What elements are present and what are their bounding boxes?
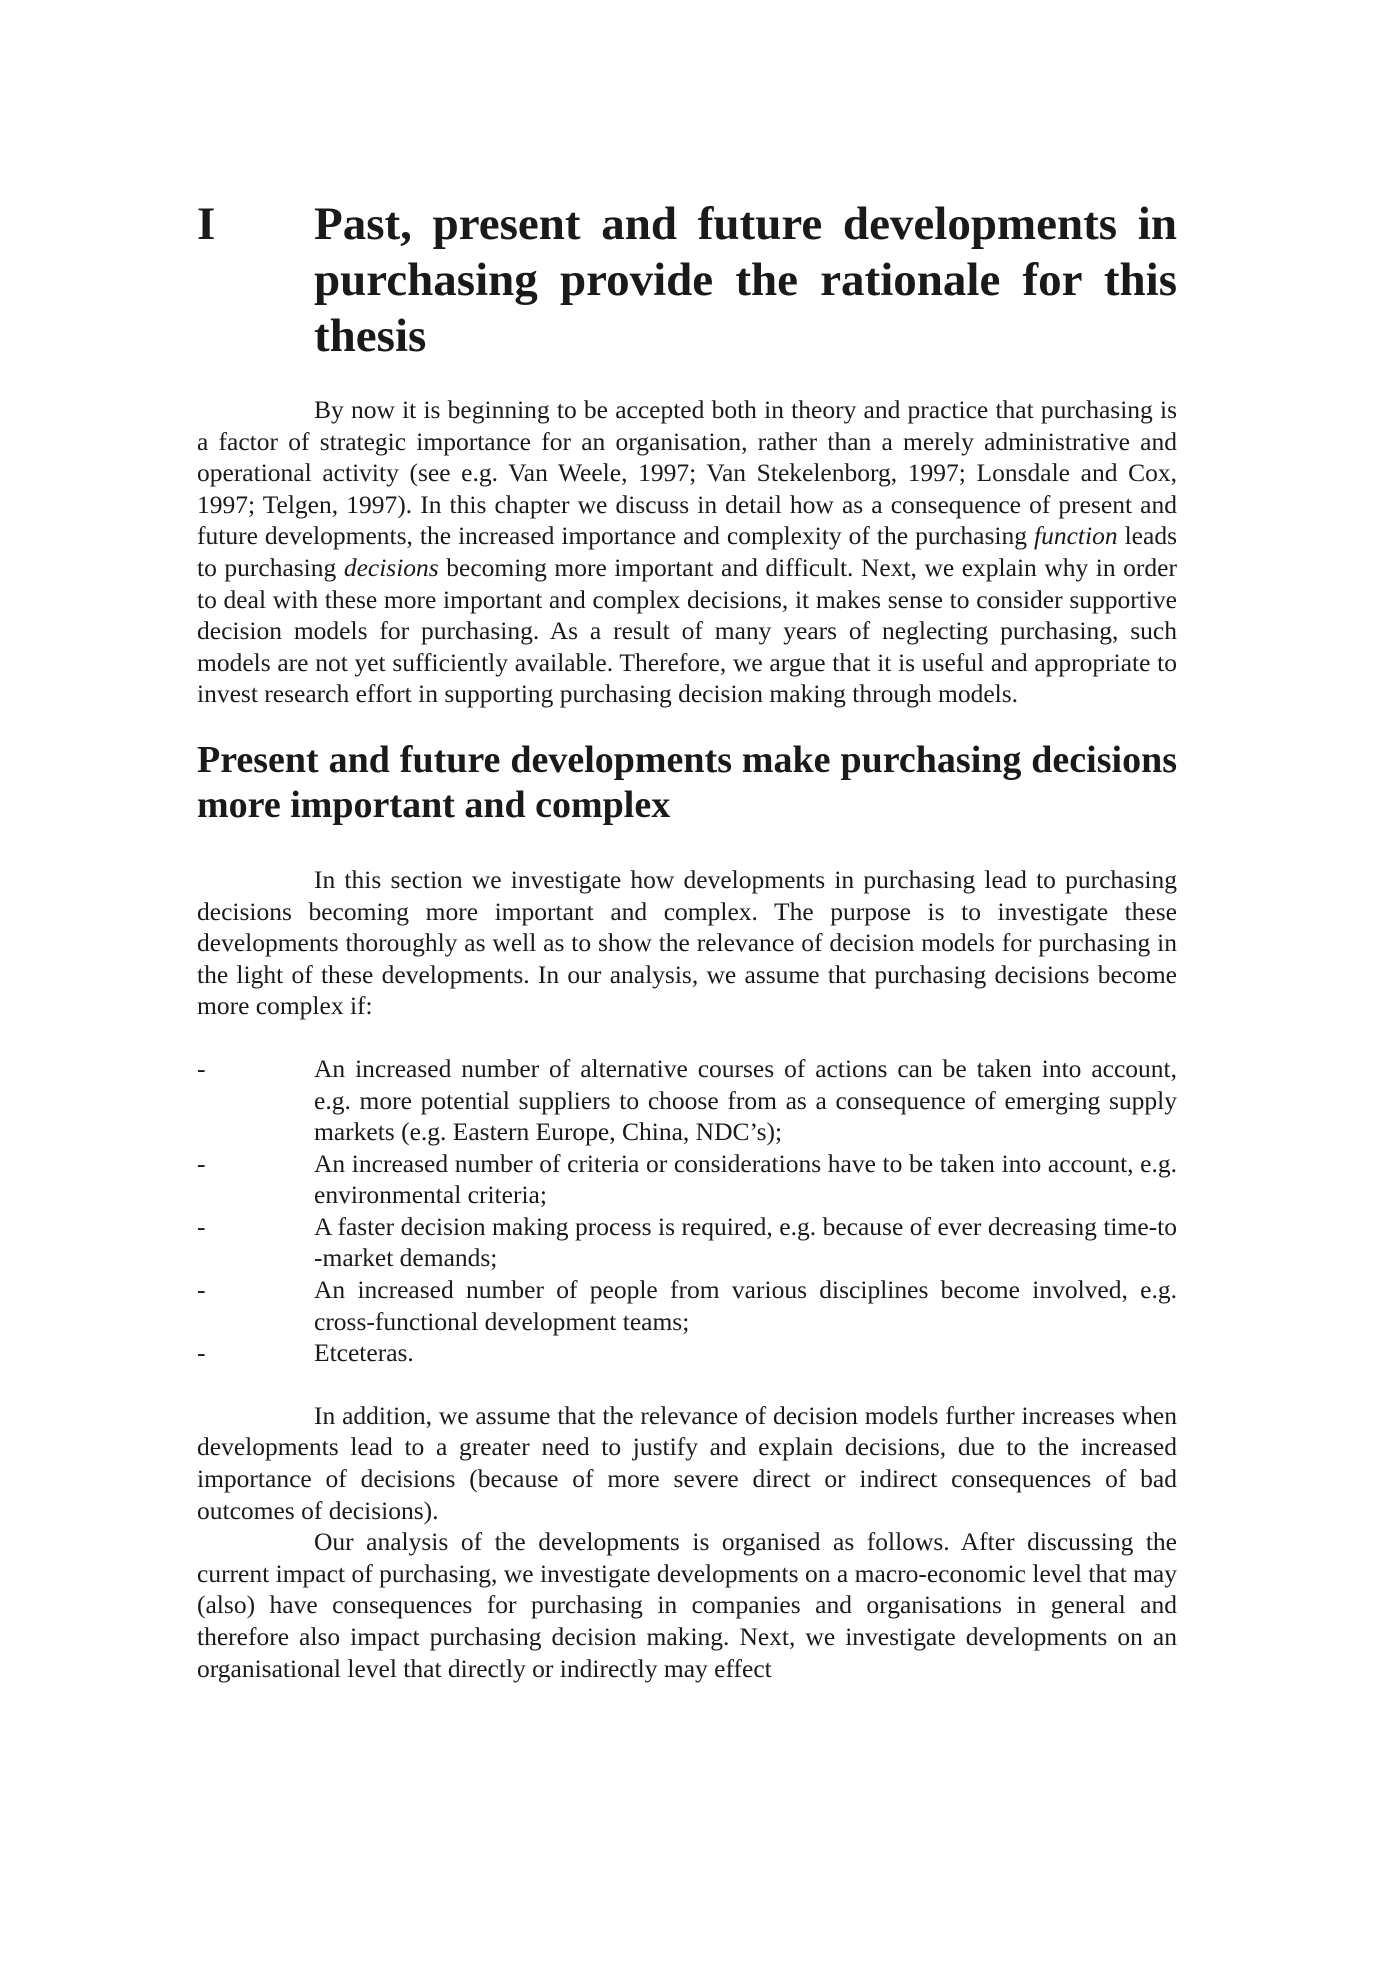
chapter-number: I: [197, 198, 216, 250]
intro-text-2: leads to purchasing: [197, 521, 1177, 582]
intro-text-1: By now it is beginning to be accepted both in theory and practice that purchasing is a factor of strategic importance for an organisation, rather than a merely administrative and operational activity (see e.g. Van Weele, 1997; Van Stekelenborg, 1997; Lonsdale and Cox, 1997; Telgen, 1997). In this chapter we discuss in detail how as a consequence of present and future developments, the increased importance and complexity of the purchasing: [197, 395, 1177, 551]
section-paragraph-3: Our analysis of the developments is organised as follows. After discussing the current impact of purchasing, we investigate developments on a macro-economic level that may (also) have consequences for purchasing in companies and organisations in general and therefore also impact purchasing decision making. Next, we investigate developments on an organisational level that directly or indirectly may effect: [197, 1527, 1177, 1683]
document-page: [197, 196, 1177, 1684]
section-paragraph-1: In this section we investigate how developments in purchasing lead to purchasing decisions becoming more important and complex. The purpose is to investigate these developments thoroughly as well as to show the relevance of decision models for purchasing in the light of these developments. In our analysis, we assume that purchasing decisions become more complex if:: [197, 864, 1177, 1021]
intro-emphasis-function: function: [1034, 521, 1118, 551]
list-item-text: An increased number of criteria or considerations have to be taken into account, e.g. environmental criteria;: [314, 1148, 1177, 1210]
bullet-dash: -: [197, 1275, 206, 1305]
chapter-heading: [197, 196, 1177, 364]
list-item: [197, 1337, 1177, 1369]
bullet-dash: -: [197, 1053, 206, 1083]
list-item: [197, 1274, 1177, 1337]
intro-emphasis-decisions: decisions: [343, 552, 439, 582]
intro-paragraph: [197, 394, 1177, 710]
bullet-dash: -: [197, 1148, 206, 1178]
bullet-dash: -: [197, 1338, 206, 1368]
list-item: [197, 1211, 1177, 1274]
bullet-dash: -: [197, 1211, 206, 1241]
list-item-text: Etceteras.: [314, 1338, 414, 1368]
list-item: [197, 1148, 1177, 1211]
list-item-text: An increased number of alternative courses of actions can be taken into account, e.g. more potential suppliers to choose from as a consequence of emerging supply markets (e.g. Eastern Europe, China, NDC’s);: [314, 1053, 1177, 1147]
list-item: [197, 1053, 1177, 1148]
bullet-list: [197, 1053, 1177, 1369]
chapter-title: Past, present and future developments in purchasing provide the rationale for this thesis: [314, 198, 1177, 362]
intro-text-3: becoming more important and difficult. Next, we explain why in order to deal with these more important and complex decisions, it makes sense to consider supportive decision models for purchasing. As a result of many years of neglecting purchasing, such models are not yet sufficiently available. Therefore, we argue that it is useful and appropriate to invest research effort in supporting purchasing decision making through models.: [197, 552, 1177, 709]
list-item-text: An increased number of people from various disciplines become involved, e.g. cross-functional development teams;: [314, 1275, 1177, 1336]
section-paragraph-2: In addition, we assume that the relevance of decision models further increases when developments lead to a greater need to justify and explain decisions, due to the increased importance of decisions (because of more severe direct or indirect consequences of bad outcomes of decisions).: [197, 1400, 1177, 1525]
list-item-text: A faster decision making process is required, e.g. because of ever decreasing time-to -market demands;: [314, 1211, 1177, 1273]
section-heading: Present and future developments make purchasing decisions more important and complex: [197, 738, 1177, 826]
